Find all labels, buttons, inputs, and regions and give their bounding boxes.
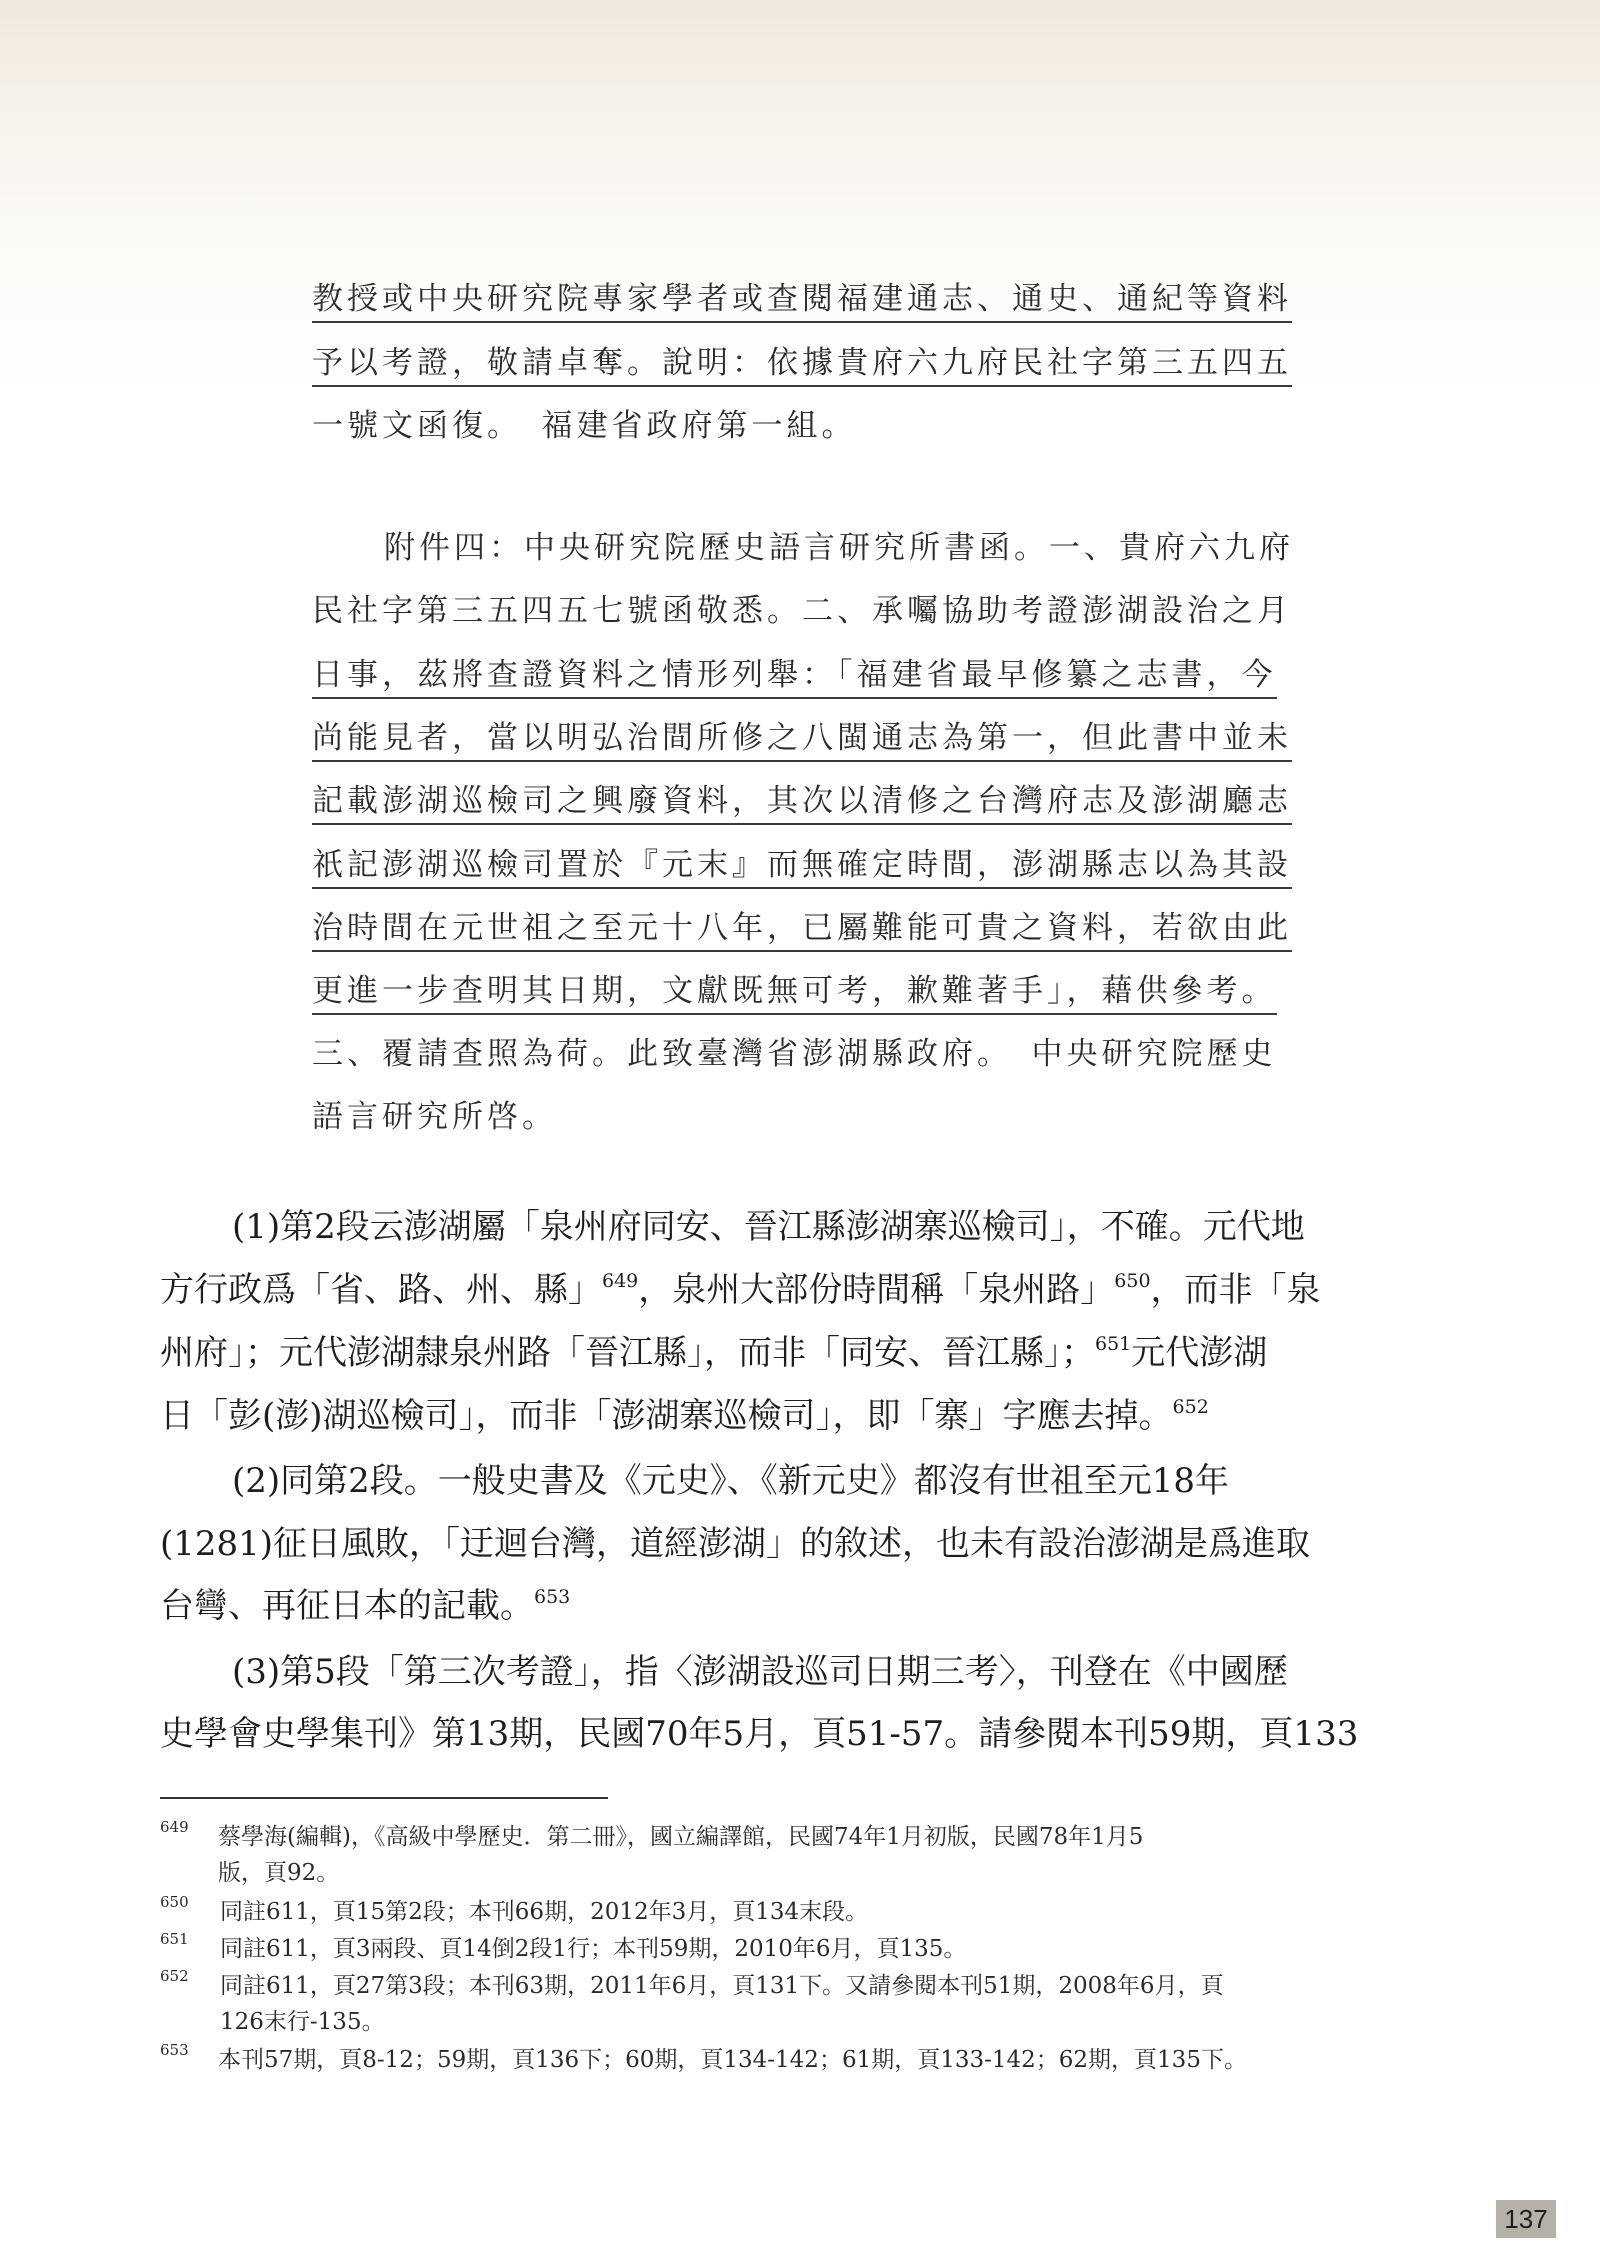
quote-line: 日事，茲將查證資料之情形列舉：「福建省最早修纂之志書，今 (312, 655, 1277, 695)
footnote-ref: 649 (602, 1270, 639, 1292)
footnote-number: 651 (160, 1930, 189, 1948)
footnote-ref: 651 (1095, 1333, 1132, 1355)
quote-line: 尚能見者，當以明弘治間所修之八閩通志為第一，但此書中並未 (312, 718, 1292, 758)
page-number: 137 (1496, 2200, 1556, 2238)
footnote-ref: 653 (534, 1586, 571, 1608)
footnote-number: 653 (160, 2041, 189, 2059)
paragraph-line: 台彎、再征日本的記載。$^{653}$ (160, 1586, 571, 1626)
footnote-text: 同註611，頁15第2段；本刊66期，2012年3月，頁134末段。 (220, 1899, 869, 1925)
paragraph-line: 州府」；元代澎湖隸泉州路「晉江縣」，而非「同安、晉江縣」；$^{651}$元代澎湖 (160, 1333, 1268, 1373)
paragraph-line: 日「彭(澎)湖巡檢司」，而非「澎湖寨巡檢司」，即「寨」字應去掉。$^{652}$ (160, 1396, 1209, 1436)
quote-line: 記載澎湖巡檢司之興廢資料，其次以清修之台灣府志及澎湖廳志 (312, 781, 1292, 821)
footnote-ref: 652 (1172, 1396, 1209, 1418)
footnote-divider (160, 1797, 608, 1799)
quote-line: 一號文函復。 福建省政府第一組。 (312, 408, 857, 444)
paragraph-line: 史學會史學集刊》第13期，民國70年5月，頁51-57。請參閱本刊59期，頁133 (160, 1714, 1359, 1754)
quote-line: 教授或中央研究院專家學者或查閱福建通志、通史、通紀等資料 (312, 279, 1292, 319)
paragraph-line: 方行政爲「省、路、州、縣」$^{649}$，泉州大部份時間稱「泉州路」$^{650}$，而非「泉 (160, 1270, 1321, 1310)
paragraph-line: (1)第2段云澎湖屬「泉州府同安、晉江縣澎湖寨巡檢司」，不確。元代地 (232, 1207, 1305, 1247)
paragraph-line: (2)同第2段。一般史書及《元史》、《新元史》都沒有世祖至元18年 (232, 1461, 1230, 1501)
quote-line: 語言研究所啓。 (312, 1099, 557, 1135)
quote-line: 民社字第三五四五七號函敬悉。二、承囑協助考證澎湖設治之月 (312, 593, 1292, 629)
footnote-ref: 650 (1114, 1270, 1151, 1292)
footnote-text: 版，頁92。 (218, 1860, 340, 1886)
footnote-number: 649 (160, 1818, 189, 1836)
footnote-text: 蔡學海(編輯)，《高級中學歷史．第二冊》，國立編譯館，民國74年1月初版，民國78年1月5 (218, 1824, 1144, 1850)
footnote-text: 126末行-135。 (220, 2009, 385, 2035)
footnote-text: 本刊57期，頁8-12；59期，頁136下；60期，頁134-142；61期，頁133-142；62期，頁135下。 (218, 2047, 1247, 2073)
footnote-number: 652 (160, 1967, 189, 1985)
footnote-number: 650 (160, 1893, 189, 1911)
quote-line: 祇記澎湖巡檢司置於『元末』而無確定時間，澎湖縣志以為其設 (312, 845, 1292, 885)
footnote-text: 同註611，頁3兩段、頁14倒2段1行；本刊59期，2010年6月，頁135。 (220, 1936, 967, 1962)
quote-line: 治時間在元世祖之至元十八年，已屬難能可貴之資料，若欲由此 (312, 908, 1292, 948)
quote-line: 更進一步查明其日期，文獻既無可考，歉難著手」，藉供參考。 (312, 971, 1277, 1011)
quote-line: 三、覆請查照為荷。此致臺灣省澎湖縣政府。 中央研究院歷史 (312, 1036, 1277, 1072)
paragraph-line: (3)第5段「第三次考證」，指〈澎湖設巡司日期三考〉，刊登在《中國歷 (232, 1652, 1288, 1692)
quote-line: 予以考證，敬請卓奪。說明：依據貴府六九府民社字第三五四五 (312, 343, 1292, 383)
paragraph-line: (1281)征日風敗，「迂迴台灣，道經澎湖」的敘述，也未有設治澎湖是爲進取 (160, 1524, 1311, 1564)
quote-line: 附件四：中央研究院歷史語言研究所書函。一、貴府六九府 (384, 530, 1294, 566)
footnote-text: 同註611，頁27第3段；本刊63期，2011年6月，頁131下。又請參閱本刊51期，2008年6月，頁 (220, 1973, 1224, 1999)
